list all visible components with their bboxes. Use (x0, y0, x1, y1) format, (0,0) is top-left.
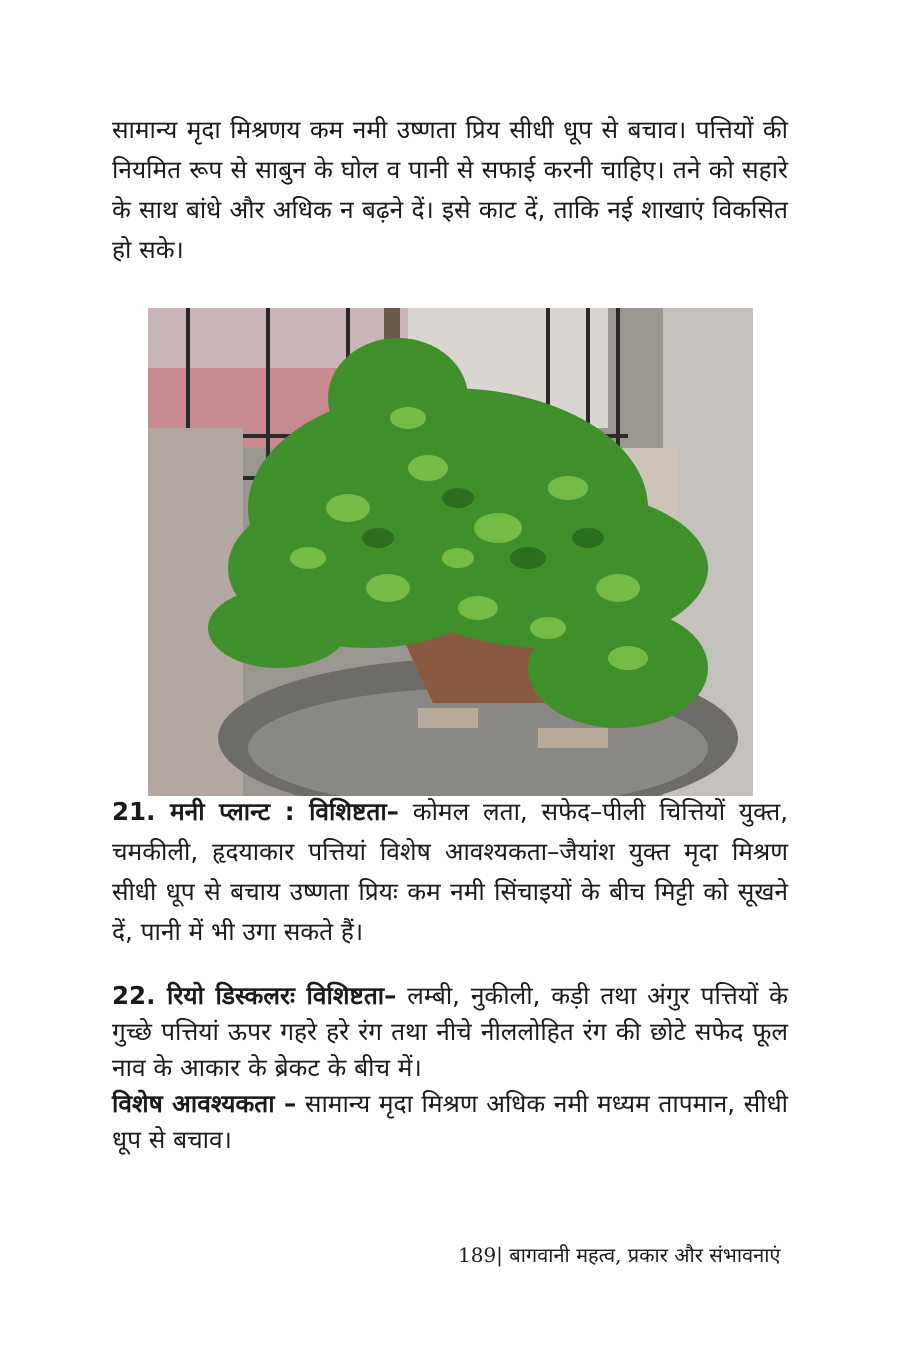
entry-22-need-text: सामान्य मृदा मिश्रण अधिक नमी मध्यम तापमान, सीधी धूप से बचाव। (112, 1089, 788, 1154)
intro-paragraph: सामान्य मृदा मिश्रणय कम नमी उष्णता प्रिय सीधी धूप से बचाव। पत्तियों की नियमित रूप से साबुन के घोल व पानी से सफाई करनी चाहिए। तने को सहारे के साथ बांधे और अधिक न बढ़ने दें। इसे काट दें, ताकि नई शाखाएं विकसित हो सके। (112, 115, 788, 264)
page-number: 189| (458, 1243, 503, 1267)
entry-21-text: कोमल लता, सफेद–पीली चित्तियों युक्त, चमकीली, हृदयाकार पत्तियां विशेष आवश्यकता–जैयांश युक्त मृदा मिश्रण सीधी धूप से बचाय उष्णता प्रियः कम नमी सिंचाइयों के बीच मिट्टी को सूखने दें, पानी में भी उगा सकते हैं। (112, 797, 788, 946)
entry-22-paragraph (112, 978, 788, 1158)
entry-22-need-heading: विशेष आवश्यकता – (112, 1089, 297, 1118)
entry-22-heading: 22. रियो डिस्कलरः विशिष्टता– (112, 981, 397, 1010)
entry-21-heading: 21. मनी प्लान्ट : विशिष्टता– (112, 797, 399, 826)
money-plant-image (148, 308, 753, 796)
entry-21-paragraph (112, 792, 788, 952)
page-footer (458, 1241, 780, 1268)
entry-22-text: लम्बी, नुकीली, कड़ी तथा अंगुर पत्तियों के गुच्छे पत्तियां ऊपर गहरे हरे रंग तथा नीचे नीललोहित रंग की छोटे सफेद फूल नाव के आकार के ब्रेकट के बीच में। (112, 981, 789, 1082)
book-title: बागवानी महत्व, प्रकार और संभावनाएं (502, 1243, 781, 1267)
money-plant-photo (148, 308, 753, 796)
